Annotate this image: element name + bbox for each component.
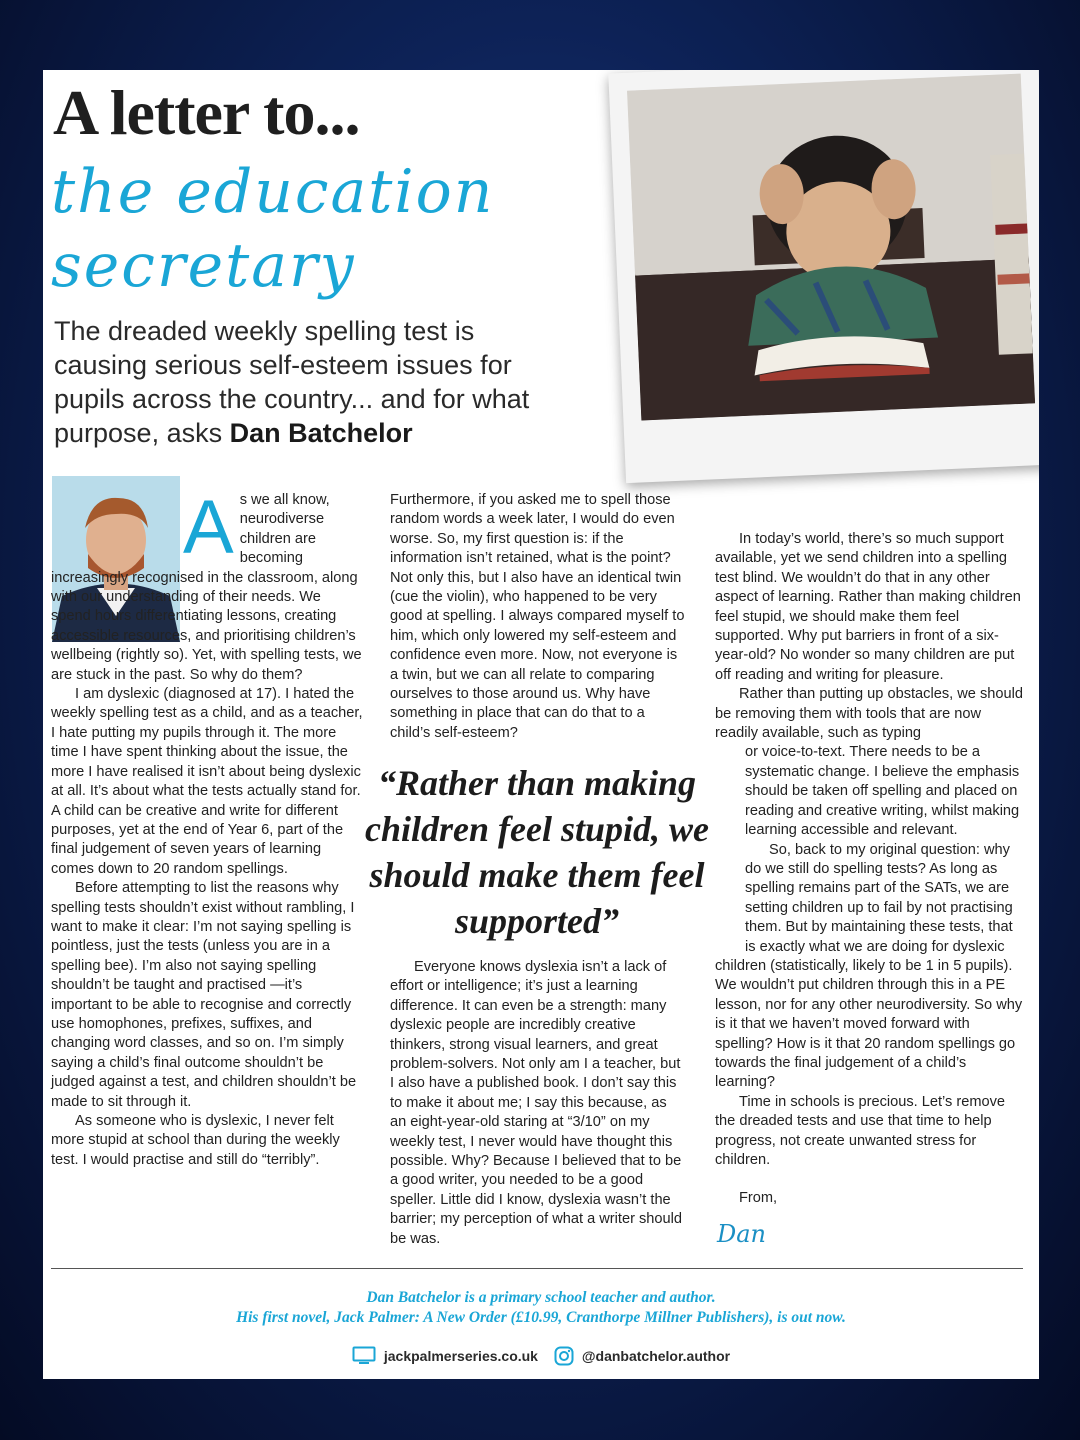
magazine-page	[43, 70, 1039, 1379]
page-title: A letter to...	[53, 77, 360, 148]
pull-quote: “Rather than making children feel stupid, we should make them feel supported”	[365, 763, 709, 941]
indented-block	[715, 743, 1027, 956]
paragraph: Furthermore, if you asked me to spell those random words a week later, I would do even worse. So, my first question is: if the information isn’t retained, what is the point? Not only this, but I also have an identical twin (cue the violin), who happened to be very good at spelling. I always compared myself to him, which only lowered my self-esteem and confidence even more. Now, not everyone is a twin, but we can all relate to comparing ourselves to those around us. Why have something in place that can do that to a child’s self-esteem?	[390, 492, 685, 741]
paragraph: In today’s world, there’s so much support available, yet we send children into a spelling test blind. We wouldn’t do that in any other aspect of learning. Rather than making children feel stupid, we should make them feel supported. Why put barriers in front of a six-year-old? No wonder so many children are put off reading and writing for pleasure.	[715, 531, 1021, 683]
paragraph: Before attempting to list the reasons why spelling tests shouldn’t exist without rambling, I want to make it clear: I’m not saying spelling is pointless, just the tests (unless you are in a spelling bee). I’m also not saying spelling shouldn’t be taught and practised —it’s important to be able to recognise and correctly use homophones, prefixes, suffixes, and changing word classes, and so on. I’m simply saying a child’s final outcome shouldn’t be judged against a test, and children shouldn’t be made to sit through it.	[51, 880, 357, 1110]
instagram-icon	[554, 1346, 574, 1366]
child-reading-photo	[627, 74, 1035, 421]
monitor-icon	[352, 1346, 376, 1366]
author-bio	[43, 1288, 1039, 1328]
website-link[interactable]	[352, 1346, 538, 1366]
footer-links	[43, 1346, 1039, 1369]
bio-line-2: His first novel, Jack Palmer: A New Order (£10.99, Cranthorpe Millner Publishers), is out now.	[236, 1309, 846, 1326]
paragraph: children (statistically, likely to be 1 in 5 pupils). We wouldn’t put children through this in a PE lesson, nor for any other neurodiversity. So why is it that we haven’t moved forward with spelling? How is it that 20 random spellings go towards the final judgement of a child’s learning?	[715, 957, 1023, 1091]
instagram-link[interactable]	[554, 1346, 730, 1366]
title-script-line-1: the education	[51, 157, 495, 227]
drop-cap: A	[183, 485, 234, 570]
article-column-2	[390, 491, 686, 743]
paragraph: or voice-to-text. There needs to be a systematic change. I believe the emphasis should be taken off spelling and placed on reading and creative writing, whilst making learning accessible and relevant.	[745, 744, 1020, 839]
paragraph: Rather than putting up obstacles, we should be removing them with tools that are now readily available, such as typing	[715, 686, 1023, 742]
article-column-3	[715, 530, 1027, 1209]
signature: Dan	[717, 1220, 767, 1248]
sign-off: From,	[739, 1190, 778, 1207]
paragraph: Everyone knows dyslexia isn’t a lack of effort or intelligence; it’s just a learning difference. It can even be a strength: many dyslexic people are incredibly creative thinkers, strong visual learners, and great problem-solvers. Not only am I a teacher, but I also have a published book. I don’t say this to make it about me; I say this because, as an eight-year-old staring at “3/10” on my weekly test, I never would have thought this possible. Why? Because I believed that to be a good writer, you needed to be a good speller. Little did I know, dyslexia wasn’t the barrier; my perception of what a writer should be was.	[390, 959, 683, 1247]
paragraph: s we all know, neurodiverse children are becoming increasingly recognised in the classroom, along with our understanding of their needs. We spend hours differentiating lessons, creating accessible resources, and prioritising children’s wellbeing (rightly so). Yet, with spelling tests, we are stuck in the past. So why do them?	[51, 492, 362, 683]
paragraph: So, back to my original question: why do we still do spelling tests? As long as spelling remains part of the SATs, we are setting children up to fail by not practising them. But by maintaining these tests, that is exactly what we are doing for dyslexic	[745, 841, 1013, 955]
bio-line-1: Dan Batchelor is a primary school teacher and author.	[366, 1289, 716, 1306]
paragraph: Time in schools is precious. Let’s remove the dreaded tests and use that time to help progress, not create unwanted stress for children.	[715, 1093, 1006, 1168]
instagram-text: @danbatchelor.author	[581, 1348, 731, 1364]
website-text: jackpalmerseries.co.uk	[383, 1348, 538, 1364]
divider	[51, 1268, 1023, 1269]
photo-frame	[608, 70, 1039, 483]
standfirst	[54, 314, 554, 450]
article-column-2-lower	[390, 958, 686, 1249]
standfirst-author: Dan Batchelor	[229, 418, 413, 448]
standfirst-text: The dreaded weekly spelling test is causing serious self-esteem issues for pupils across the country... and for what purpose, asks	[54, 316, 530, 448]
title-script-line-2: secretary	[51, 231, 356, 301]
article-column-1	[51, 485, 363, 1170]
paragraph: As someone who is dyslexic, I never felt more stupid at school than during the weekly test. I would practise and still do “terribly”.	[51, 1113, 340, 1168]
paragraph: I am dyslexic (diagnosed at 17). I hated the weekly spelling test as a child, and as a teacher, I hate putting my pupils through it. The more time I have spent thinking about the issue, the more I have realised it isn’t about being dyslexic at all. It’s about what the tests actually stand for. A child can be creative and write for different purposes, yet at the end of Year 6, part of the final judgement of seven years of learning comes down to 20 random spellings.	[51, 686, 363, 877]
